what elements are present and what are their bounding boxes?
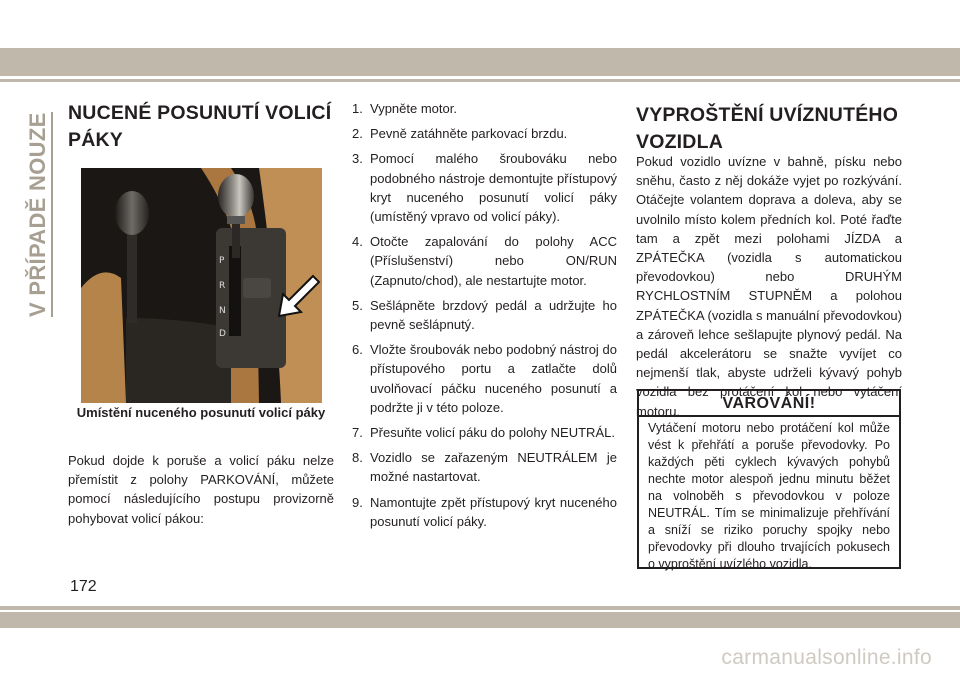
step-item: 4. Otočte zapalování do polohy ACC (Příslušenství) nebo ON/RUN (Zapnuto/chod), ale nestartujte motor. [352, 234, 617, 288]
page-number: 172 [70, 578, 97, 595]
step-item: 2. Pevně zatáhněte parkovací brzdu. [352, 126, 568, 142]
intro-paragraph: Pokud dojde k poruše a volicí páku nelze přemístit z polohy PARKOVÁNÍ, můžete pomocí následujícího postupu provizorně pohybovat volicí pákou: [68, 453, 334, 526]
gear-shifter-illustration [81, 168, 322, 403]
gear-shifter-photo [81, 168, 322, 403]
svg-text:R: R [219, 281, 226, 291]
watermark: carmanualsonline.info [721, 646, 932, 669]
header-rule [0, 79, 960, 82]
step-item: 3. Pomocí malého šroubováku nebo podobného nástroje demontujte přístupový kryt nuceného posunutí volicí páky (umístěný vpravo od volicí páky). [352, 151, 617, 225]
step-item: 7. Přesuňte volicí páku do polohy NEUTRÁL. [352, 425, 615, 441]
step-item: 5. Sešlápněte brzdový pedál a udržujte ho pevně sešlápnutý. [352, 297, 617, 333]
step-item: 9. Namontujte zpět přístupový kryt nuceného posunutí volicí páky. [352, 494, 617, 529]
section-tab: V PŘÍPADĚ NOUZE [26, 112, 53, 317]
procedure-steps [352, 99, 617, 537]
step-item: 8. Vozidlo se zařazeným NEUTRÁLEM je možné nastartovat. [352, 450, 617, 485]
footer-band [0, 612, 960, 628]
svg-text:N: N [219, 306, 226, 316]
step-item: 1. Vypněte motor. [352, 101, 457, 116]
step-item: 6. Vložte šroubovák nebo podobný nástroj do přístupového portu a zatlačte dolů uvolňovací páčku nuceného posunutí a podržte ji v této poloze. [352, 342, 617, 415]
svg-text:P: P [219, 256, 225, 266]
right-section-title: VYPROŠTĚNÍ UVÍZNUTÉHO VOZIDLA [636, 104, 899, 153]
footer-rule [0, 606, 960, 610]
svg-text:D: D [219, 329, 226, 339]
right-body-paragraph: Pokud vozidlo uvízne v bahně, písku nebo sněhu, často z něj dokáže vyjet po rozkývání. Otáčejte volantem doprava a doleva, aby se uvolnilo místo kolem předních kol. Poté řaďte tam a zpět mezi polohami JÍZDA a ZPÁTEČKA (vozidla s automatickou převodovkou) nebo DRUHÝM RYCHLOSTNÍM STUPNĚM a polohou ZPÁTEČKA (vozidla s manuální převodovkou) a zároveň lehce sešlapujte plynový pedál. Na pedál akcelerátoru se snažte vyvíjet co nejmenší tlak, abyste udrželi kývavý pohyb vozidla bez protáčení kol nebo vytáčení motoru. [636, 154, 902, 419]
photo-caption: Umístění nuceného posunutí volicí páky [76, 405, 326, 420]
left-section-title: NUCENÉ POSUNUTÍ VOLICÍ PÁKY [68, 102, 332, 151]
warning-text: Vytáčení motoru nebo protáčení kol může vést k přehřátí a poruše převodovky. Po každých pěti cyklech kývavých pohybů nechte motor alespoň jednu minutu běžet na volnoběh s převodovkou v poloze NEUTRÁL. Tím se minimalizuje přehřívání a sníží se riziko poruchy spojky nebo převodovky při dlouho trvajících pokusech o vyproštění uvízlého vozidla. [648, 421, 890, 571]
header-band [0, 48, 960, 76]
warning-heading: VAROVÁNÍ! [639, 391, 899, 417]
warning-box [637, 389, 901, 569]
